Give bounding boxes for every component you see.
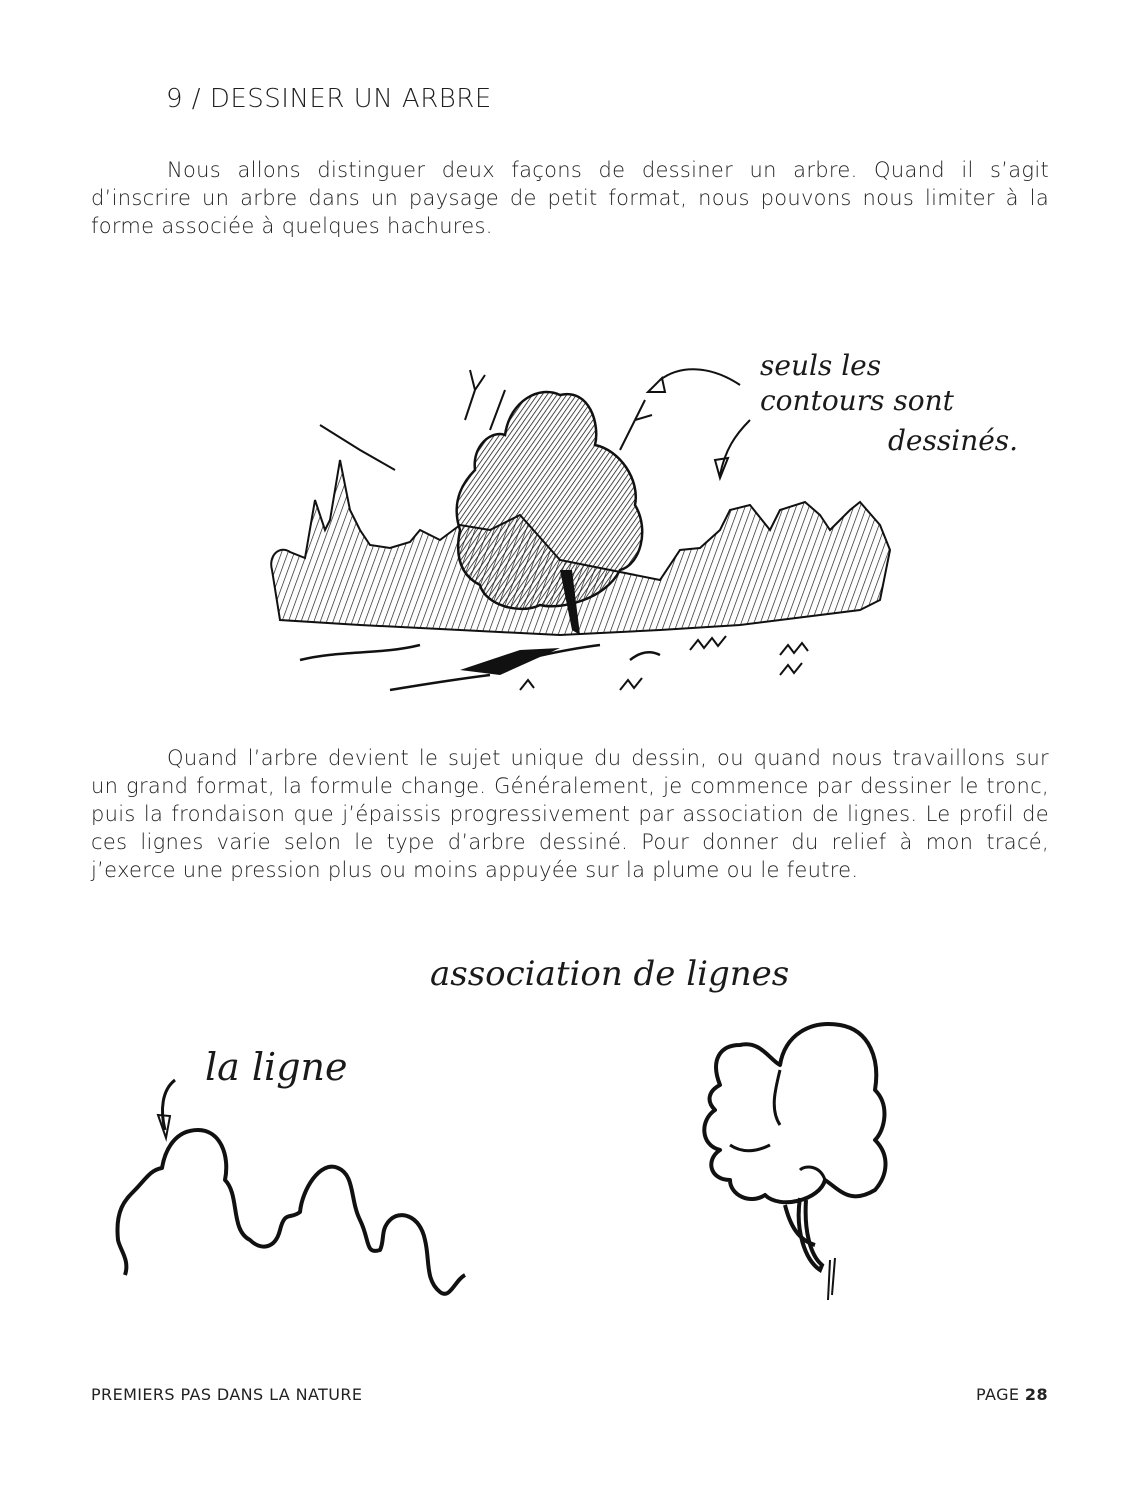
annotation-line-3: dessinés. (888, 424, 1019, 457)
label-association-de-lignes: association de lignes (430, 954, 790, 994)
landscape-sketch (260, 330, 1060, 710)
footer-book-title: PREMIERS PAS DANS LA NATURE (91, 1385, 363, 1404)
intro-paragraph: Nous allons distinguer deux façons de dessiner un arbre. Quand il s’agit d’inscrire un arbre dans un paysage de petit format, nous pouvons nous limiter à la forme associée à quelques hachures. (91, 158, 1049, 238)
annotation-line-1: seuls les (760, 349, 882, 382)
footer-page-indicator (976, 1385, 1048, 1404)
label-la-ligne: la ligne (205, 1045, 348, 1089)
method-paragraph: Quand l’arbre devient le sujet unique du dessin, ou quand nous travaillons sur un grand format, la formule change. Généralement, je commence par dessiner le tronc, puis la frondaison que j’épaissis progressivement par association de lignes. Le profil de ces lignes varie selon le type d’arbre dessiné. Pour donner du relief à mon tracé, j’exerce une pression plus ou moins appuyée sur la plume ou le feutre. (91, 746, 1049, 882)
tree-canopy (457, 392, 643, 609)
tree-outline (704, 1024, 885, 1202)
section-title: 9 / DESSINER UN ARBRE (166, 84, 492, 114)
lines-sketch (80, 940, 1060, 1340)
tree-trunk-2 (785, 1198, 822, 1270)
page-number: 28 (1024, 1385, 1048, 1404)
contour-line (117, 1130, 465, 1294)
page-label: PAGE (976, 1385, 1020, 1404)
annotation-line-2: contours sont (760, 384, 954, 417)
